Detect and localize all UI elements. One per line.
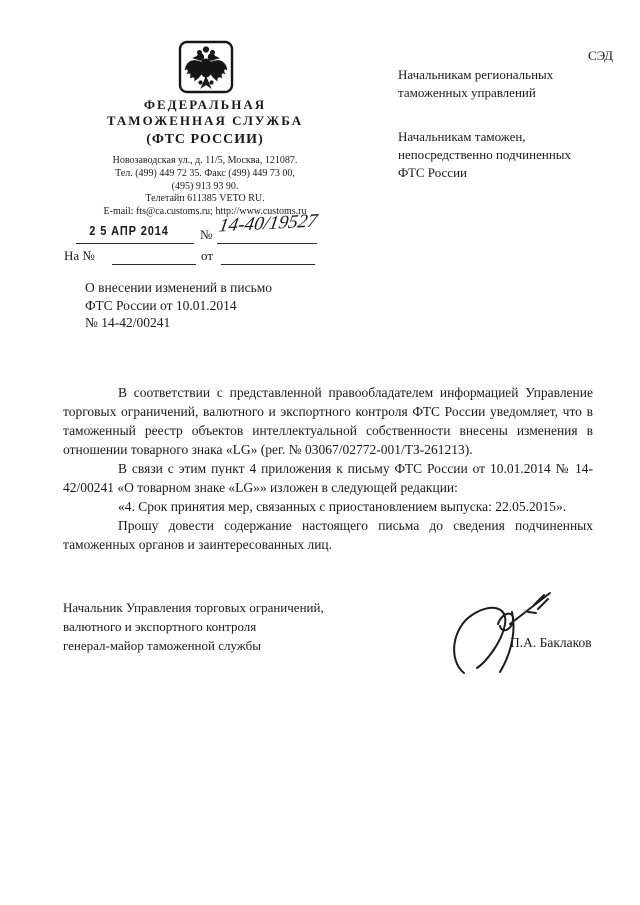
recipient-group-customs [398,128,618,182]
recipient-line: Начальникам таможен, [398,129,526,144]
handwritten-signature [450,580,590,680]
address-line: Новозаводская ул., д. 11/5, Москва, 121087. [112,155,298,166]
outgoing-number-handwritten: 14-40/19527 [217,210,319,237]
recipient-line: ФТС России [398,165,467,180]
subject-line: ФТС России от 10.01.2014 [85,297,237,313]
date-underline [76,243,194,244]
reply-date-underline [221,264,315,265]
recipient-group-regional [398,66,618,102]
coat-of-arms-icon [178,40,234,98]
letterhead-address-block [40,155,370,219]
org-short-name: (ФТС РОССИИ) [146,132,264,147]
double-headed-eagle-icon [178,40,234,98]
reply-ref-label: На № [64,248,95,263]
signer-title-line: Начальник Управления торговых ограничений, [63,600,324,615]
signer-title-line: валютного и экспортного контроля [63,619,257,634]
body-paragraph: «4. Срок принятия мер, связанных с приостановлением выпуска: 22.05.2015». [118,499,567,514]
signer-title-line: генерал-майор таможенной службы [63,638,261,653]
body-paragraph: Прошу довести содержание настоящего письма до сведения подчиненных таможенных органов и заинтересованных лиц. [63,518,593,552]
signer-name: П.А. Баклаков [510,635,592,650]
body-paragraph: В соответствии с представленной правообладателем информацией Управление торговых ограничений, валютного и экспортного контроля ФТС России уведомляет, что в таможенный реестр объектов интеллектуальной собственности внесены изменения в отношении товарного знака «LG» (рег. № 03067/02772-001/ТЗ-261213). [63,385,593,457]
reply-number-underline [112,264,196,265]
address-line: Тел. (499) 449 72 35. Факс (499) 449 73 00, [115,167,295,179]
number-underline [217,243,317,244]
sed-label: СЭД [588,48,614,63]
number-sign: № [200,227,213,242]
recipient-line: таможенных управлений [398,85,536,100]
address-line: Телетайп 611385 VETO RU. [145,193,265,205]
subject-block [85,279,355,332]
body-paragraph: В связи с этим пункт 4 приложения к письму ФТС России от 10.01.2014 № 14-42/00241 «О товарном знаке «LG»» изложен в следующей редакции: [63,461,593,495]
address-line: E-mail: fts@ca.customs.ru; http://www.customs.ru [103,206,307,218]
date-stamp: 2 5 АПР 2014 [89,224,169,238]
subject-line: О внесении изменений в письмо [85,280,273,295]
recipient-line: непосредственно подчиненных [398,147,572,162]
recipient-line: Начальникам региональных [398,67,554,82]
letter-body [63,383,593,554]
reply-date-label: от [201,248,214,263]
subject-line: № 14-42/00241 [85,315,171,330]
address-line: (495) 913 93 90. [171,180,239,192]
signer-title-block [63,598,393,655]
signature-flourish-icon [450,580,590,680]
org-name-line2: ТАМОЖЕННАЯ СЛУЖБА [106,113,304,128]
org-name-line1: ФЕДЕРАЛЬНАЯ [143,97,267,112]
